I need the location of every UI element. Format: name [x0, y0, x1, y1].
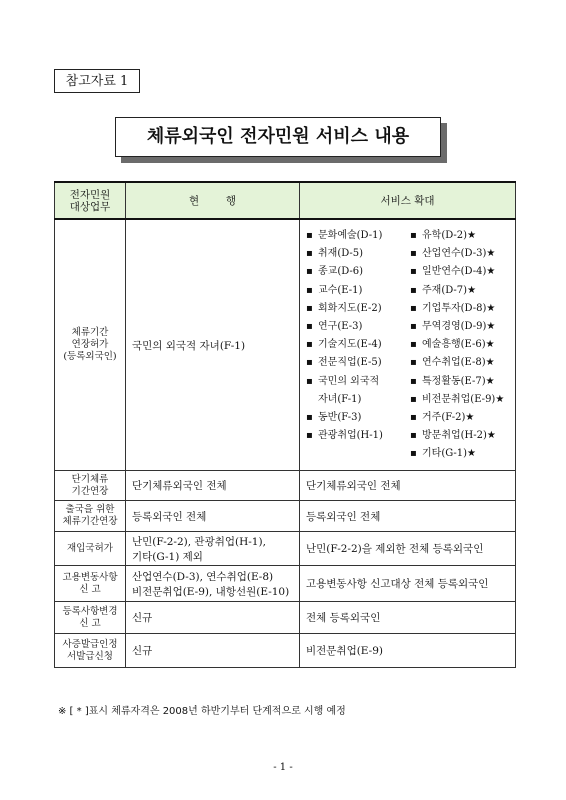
- row-task: 등록사항변경 신 고: [55, 602, 126, 634]
- list-item: [306, 282, 410, 300]
- list-item-label: 예술흥행(E-6)★: [422, 339, 495, 351]
- list-item-label: 교수(E-1): [318, 284, 363, 296]
- list-item-label: 연구(E-3): [318, 320, 363, 332]
- row-task: 출국을 위한 체류기간연장: [55, 501, 126, 532]
- bullet-icon: ▪: [306, 375, 313, 387]
- row-task: 체류기간 연장허가 (등록외국인): [55, 219, 126, 471]
- row-current: 국민의 외국적 자녀(F-1): [126, 219, 300, 471]
- list-item-label: 비전문취업(E-9)★: [422, 393, 505, 405]
- row-current: 신규: [126, 634, 300, 668]
- table-header-row: [55, 182, 516, 219]
- bullet-icon: ▪: [410, 248, 417, 260]
- list-item: [306, 373, 410, 391]
- bullet-icon: ▪: [306, 284, 313, 296]
- bullet-icon: ▪: [306, 320, 313, 332]
- list-item-label: 무역경영(D-9)★: [422, 320, 496, 332]
- list-item-label: 자녀(F-1): [318, 393, 362, 405]
- header-expansion: 서비스 확대: [300, 182, 516, 219]
- bullet-icon: ▪: [410, 411, 417, 423]
- footnote: ※ [ * ]표시 체류자격은 2008년 하반기부터 단계적으로 시행 예정: [58, 706, 346, 717]
- table-row: [55, 471, 516, 501]
- bullet-icon: ▪: [410, 357, 417, 369]
- list-item: [306, 263, 410, 281]
- list-item-label: 주재(D-7)★: [422, 284, 477, 296]
- row-expansion: 단기체류외국인 전체: [300, 471, 516, 501]
- bullet-icon: ▪: [306, 430, 313, 442]
- table-row: [55, 501, 516, 532]
- list-item: [410, 354, 504, 372]
- list-item: [306, 227, 410, 245]
- list-item: [410, 409, 504, 427]
- list-item-label: 동반(F-3): [318, 411, 362, 423]
- row-task: 재입국허가: [55, 532, 126, 566]
- bullet-icon: ▪: [410, 266, 417, 278]
- list-item: [306, 245, 410, 263]
- list-item: [306, 391, 410, 409]
- bullet-icon: ▪: [306, 302, 313, 314]
- table-row: [55, 634, 516, 668]
- bullet-icon: ▪: [410, 320, 417, 332]
- list-item-label: 취재(D-5): [318, 248, 364, 260]
- list-item-label: 기술지도(E-4): [318, 339, 382, 351]
- row-expansion: 고용변동사항 신고대상 전체 등록외국인: [300, 566, 516, 602]
- expansion-list-left: [306, 227, 410, 463]
- list-item: [306, 318, 410, 336]
- list-item-label: 회화지도(E-2): [318, 302, 382, 314]
- list-item: [306, 427, 410, 445]
- list-item-label: 국민의 외국적: [318, 375, 380, 387]
- list-item-label: 거주(F-2)★: [422, 411, 475, 423]
- row-current: 등록외국인 전체: [126, 501, 300, 532]
- list-item-label: 유학(D-2)★: [422, 230, 477, 241]
- list-item-label: 특정활동(E-7)★: [422, 375, 495, 387]
- list-item-label: 전문직업(E-5): [318, 357, 382, 369]
- header-task: 전자민원 대상업무: [55, 182, 126, 219]
- list-item-label: 관광취업(H-1): [318, 430, 383, 442]
- list-item-label: 방문취업(H-2)★: [422, 430, 496, 442]
- reference-label: 참고자료 1: [54, 69, 140, 93]
- table-row: [55, 219, 516, 471]
- expansion-list-right: [410, 227, 504, 463]
- list-item-label: 기타(G-1)★: [422, 448, 477, 460]
- row-current: 신규: [126, 602, 300, 634]
- bullet-icon: ▪: [410, 448, 417, 460]
- row-expansion: 등록외국인 전체: [300, 501, 516, 532]
- row-current: 단기체류외국인 전체: [126, 471, 300, 501]
- bullet-icon: ▪: [306, 411, 313, 423]
- list-item-label: 일반연수(D-4)★: [422, 266, 496, 278]
- list-item-label: 산업연수(D-3)★: [422, 248, 496, 260]
- list-item: [410, 336, 504, 354]
- row-expansion: 비전문취업(E-9): [300, 634, 516, 668]
- list-item: [306, 409, 410, 427]
- bullet-icon: ▪: [410, 230, 417, 241]
- table-row: [55, 566, 516, 602]
- bullet-icon: ▪: [410, 430, 417, 442]
- list-item: [410, 445, 504, 463]
- bullet-icon: ▪: [410, 393, 417, 405]
- page-number: - 1 -: [273, 762, 293, 773]
- row-expansion: 전체 등록외국인: [300, 602, 516, 634]
- row-task: 사증발급인정 서발급신청: [55, 634, 126, 668]
- list-item: [410, 427, 504, 445]
- list-item-label: 연수취업(E-8)★: [422, 357, 495, 369]
- list-item: [410, 282, 504, 300]
- header-current: 현 행: [126, 182, 300, 219]
- bullet-icon: ▪: [410, 302, 417, 314]
- list-item-label: 문화예술(D-1): [318, 230, 383, 241]
- bullet-icon: ▪: [306, 339, 313, 351]
- list-item-label: 기업투자(D-8)★: [422, 302, 496, 314]
- list-item: [306, 336, 410, 354]
- list-item: [410, 318, 504, 336]
- list-item: [410, 245, 504, 263]
- bullet-icon: ▪: [410, 375, 417, 387]
- list-item: [410, 263, 504, 281]
- row-expansion: [300, 219, 516, 471]
- row-task: 고용변동사항 신 고: [55, 566, 126, 602]
- list-item: [410, 227, 504, 245]
- table-row: [55, 532, 516, 566]
- bullet-icon: ▪: [306, 266, 313, 278]
- row-expansion: 난민(F-2-2)을 제외한 전체 등록외국인: [300, 532, 516, 566]
- bullet-icon: ▪: [306, 357, 313, 369]
- row-current: 산업연수(D-3), 연수취업(E-8) 비전문취업(E-9), 내항선원(E-10): [126, 566, 300, 602]
- bullet-icon: ▪: [306, 230, 313, 241]
- list-item: [410, 391, 504, 409]
- list-item: [410, 300, 504, 318]
- list-item: [410, 373, 504, 391]
- bullet-icon: ▪: [410, 284, 417, 296]
- table-row: [55, 602, 516, 634]
- list-item-label: 종교(D-6): [318, 266, 364, 278]
- row-current: 난민(F-2-2), 관광취업(H-1), 기타(G-1) 제외: [126, 532, 300, 566]
- page-title: 체류외국인 전자민원 서비스 내용: [115, 117, 441, 157]
- service-table: [54, 181, 516, 668]
- list-item: [306, 300, 410, 318]
- title-banner: [115, 117, 441, 157]
- row-task: 단기체류 기간연장: [55, 471, 126, 501]
- bullet-icon: ▪: [410, 339, 417, 351]
- bullet-icon: ▪: [306, 248, 313, 260]
- list-item: [306, 354, 410, 372]
